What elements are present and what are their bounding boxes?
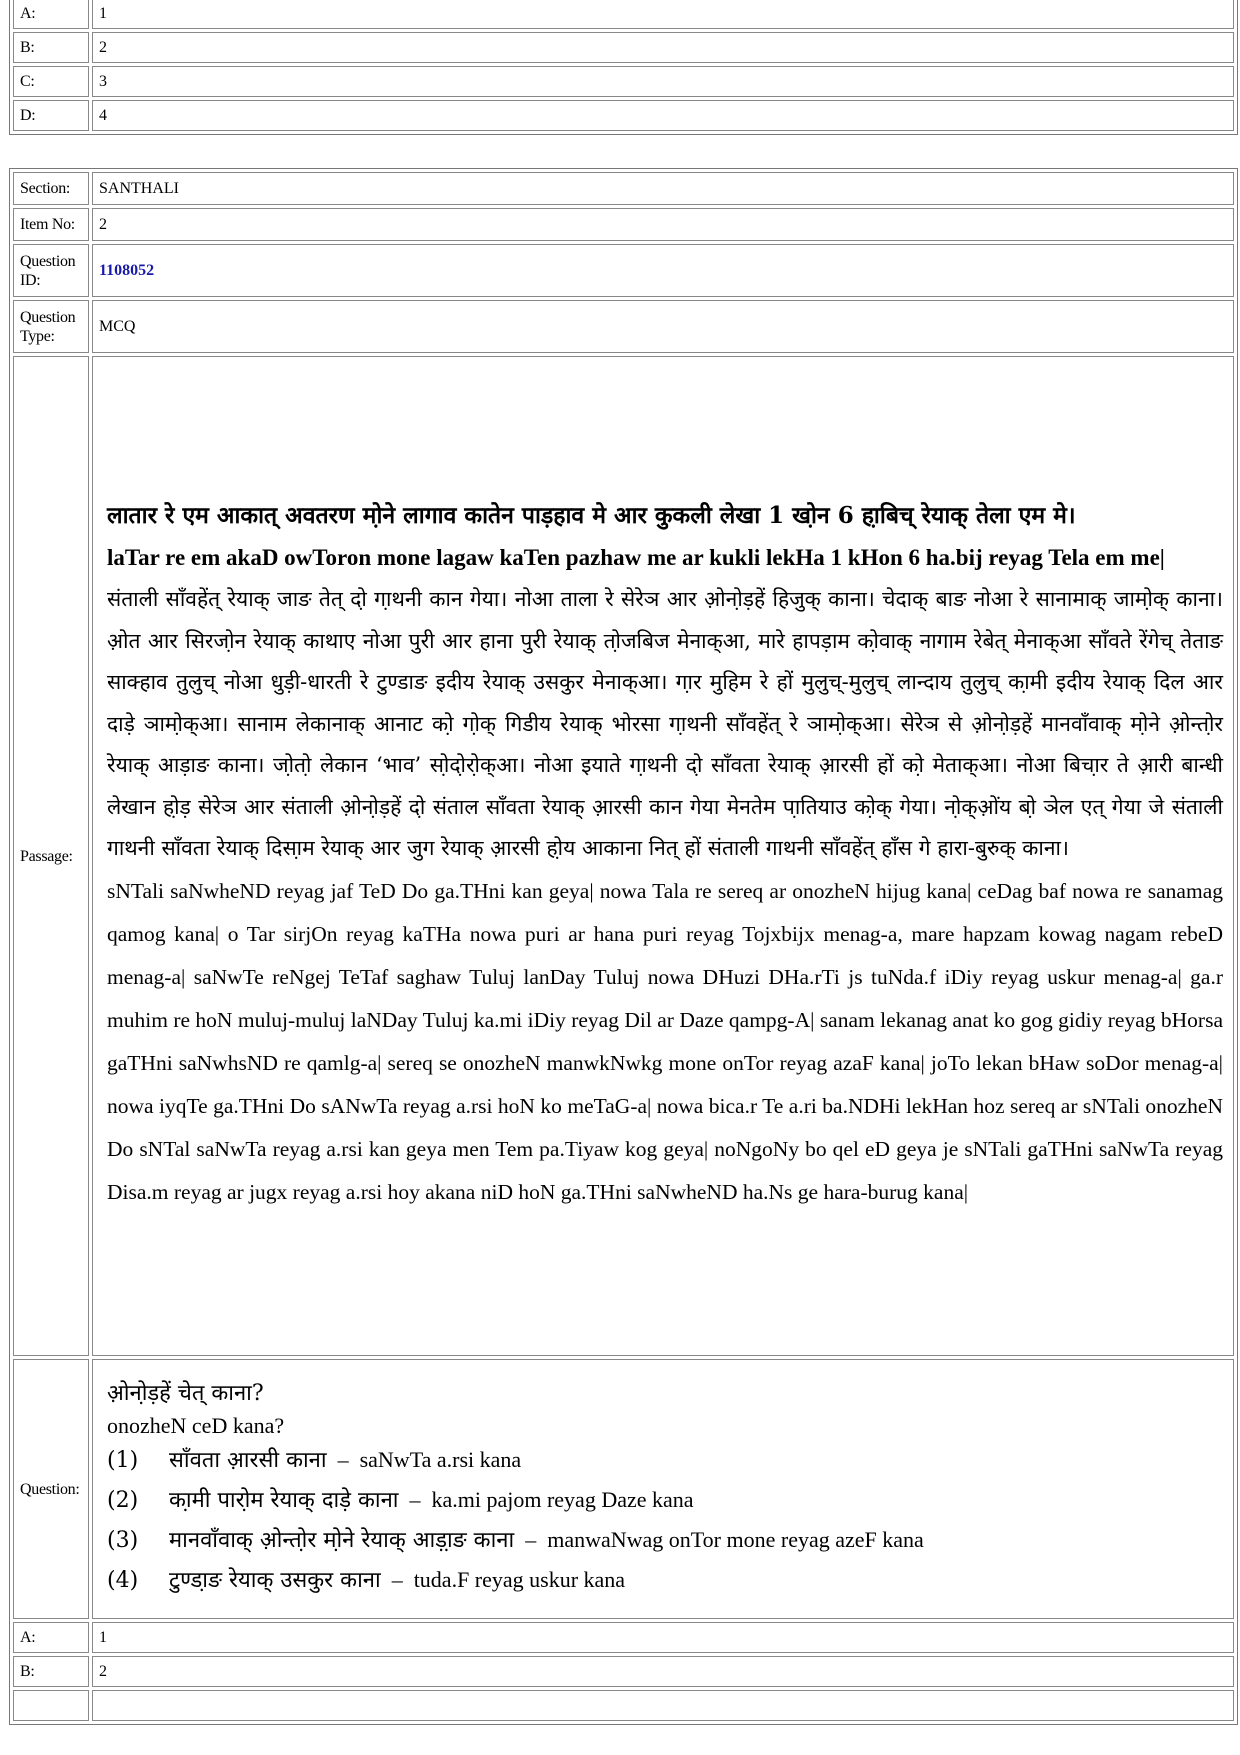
question-text-devanagari: ओ़नो़ड़हें चेत् काना? (107, 1381, 264, 1406)
passage-row (13, 356, 1234, 1356)
option-text-latin: ka.mi pajom reyag Daze kana (431, 1487, 694, 1512)
passage-text-latin: sNTali saNwheND reyag jaf TeD Do ga.THni kan geya| nowa Tala re sereq ar onozheN hijug kana| ceDag baf nowa re sanamag qamog kana| o Tar sirjOn reyag kaTHa nowa puri ar hana puri reyag Tojxbijx menag-a, mare hapzam kowag nagam rebeD menag-a| saNwTe reNgej TeTaf saghaw Tuluj lanDay Tuluj nowa DHuzi DHa.rTi js tuNda.f iDiy reyag uskur menag-a| ga.r muhim re hoN muluj-muluj laNDay Tuluj ka.mi iDiy reyag Dil ar Daze qampg-A| sanam lekanag anat ko gog gidiy reyag bHorsa gaTHni saNwhsND re qamlg-a| sereq se onozheN manwkNwkg mone onTor reyag azaF kana| joTo lekan bHaw soDor menag-a| nowa iyqTe ga.THni Do sANwTa reyag a.rsi hoN ko meTaG-a| nowa bica.r Te a.ri ba.NDHi lekHan hoz sereq ar sNTali onozheN Do sNTal saNwTa reyag a.rsi kan geya men Tem pa.Tiyaw kog geya| noNgoNy bo qel eD geya je sNTali gaTHni saNwTa reyag Disa.m reyag ar jugx reyag a.rsi hoy akana niD hoN ga.THni saNwheND ha.Ns ge hara-burug kana| (107, 878, 1223, 1204)
question-row (13, 1359, 1234, 1619)
question-option (107, 1560, 1223, 1600)
option-text-devanagari: टुण्डा़ङ रेयाक् उसकुर काना (169, 1568, 381, 1593)
option-dash: – (391, 1567, 403, 1592)
section-row (13, 172, 1234, 205)
answer-row (13, 1690, 1234, 1721)
option-row (13, 0, 1234, 29)
option-number: (1) (107, 1448, 139, 1473)
option-label: A: (13, 0, 89, 29)
question-cell (92, 1359, 1234, 1619)
question-type-label: Question Type: (13, 300, 89, 353)
option-value: 3 (92, 66, 1234, 97)
question-type-row (13, 300, 1234, 353)
passage-instruction-latin: laTar re em akaD owToron mone lagaw kaTen pazhaw me ar kukli lekHa 1 kHon 6 ha.bij reyag Tela em me| (107, 545, 1165, 571)
option-number: (2) (107, 1488, 139, 1513)
option-row (13, 32, 1234, 63)
option-label: C: (13, 66, 89, 97)
item-no-row (13, 208, 1234, 241)
previous-options-table (9, 0, 1238, 135)
question-option (107, 1440, 1223, 1480)
item-no-label: Item No: (13, 208, 89, 241)
passage-cell (92, 356, 1234, 1356)
answer-value (92, 1690, 1234, 1721)
option-row (13, 66, 1234, 97)
passage-instruction-devanagari: लातार रे एम आकात् अवतरण मो़ने लागाव कातेन पाड़हाव मे आर कुकली लेखा 1 खो़न 6 हा़बिच् रेयाक् तेला एम मे। (107, 502, 1076, 530)
option-text-latin: manwaNwag onTor mone reyag azeF kana (547, 1527, 924, 1552)
answer-value: 1 (92, 1622, 1234, 1653)
answer-value: 2 (92, 1656, 1234, 1687)
option-dash: – (525, 1527, 537, 1552)
question-id-value: 1108052 (92, 244, 1234, 297)
question-option (107, 1480, 1223, 1520)
question-type-value: MCQ (92, 300, 1234, 353)
option-text-latin: saNwTa a.rsi kana (359, 1447, 522, 1472)
option-dash: – (337, 1447, 349, 1472)
question-label: Question: (13, 1359, 89, 1619)
option-text-devanagari: का़मी पारो़म रेयाक् दाड़े काना (169, 1488, 399, 1513)
section-value: SANTHALI (92, 172, 1234, 205)
option-label: D: (13, 100, 89, 131)
option-value: 1 (92, 0, 1234, 29)
passage-text-devanagari: संताली साँवहेंत् रेयाक् जाङ तेत् दो़ गा़थनी कान गेया। नोआ ताला रे सेरेञ आर ओ़नो़ड़हें हिजुक् काना। चेदाक् बाङ नोआ रे सानामाक् जामो़क् काना। ओ़त आर सिरजो़न रेयाक् काथाए नोआ पुरी आर हाना पुरी रेयाक् तो़जबिज मेनाक्आ, मारे हापड़ाम को़वाक् नागाम रेबेत् मेनाक्आ साँवते रेंगेच् तेताङ साक्हाव तुलुच् नोआ धुड़ी-धारती रे टुण्डाङ इदीय रेयाक् उसकुर मेनाक्आ। गा़र मुहिम रे हों मुलुच्-मुलुच् लान्दाय तुलुच् का़मी इदीय रेयाक् दिल आर दाड़े ञामो़क्आ। सानाम लेकानाक् आनाट को़ गो़क् गिडीय रेयाक् भोरसा गा़थनी साँवहेंत् रे ञामो़क्आ। सेरेञ से ओ़नो़ड़हें मानवाँवाक् मो़ने ओ़न्तो़र रेयाक् आड़ाङ काना। जो़तो़ लेकान ‘भाव’ सो़दो़रो़क्आ। नोआ इयाते गा़थनी दो़ साँवता रेयाक् आ़रसी हों को़ मेताक्आ। नोआ बिचा़र ते आ़री बान्धी लेखान हो़ड़ सेरेञ आर संताली ओ़नो़ड़हें दो़ संताल साँवता रेयाक् आ़रसी कान गेया मेनतेम पा़तियाउ को़क् गेया। नो़क्ओ़ंय बो़ ञेल एत् गेया जे संताली गाथनी साँवता रेयाक् दिसा़म रेयाक् आर जुग रेयाक् आ़रसी हो़य आकाना नित् हों संताली गाथनी साँवहेंत् हाँस गे हारा-बुरुक् काना। (107, 587, 1223, 861)
item-no-value: 2 (92, 208, 1234, 241)
passage-label: Passage: (13, 356, 89, 1356)
option-value: 4 (92, 100, 1234, 131)
option-number: (4) (107, 1568, 139, 1593)
option-label: B: (13, 32, 89, 63)
option-number: (3) (107, 1528, 139, 1553)
question-option (107, 1520, 1223, 1560)
question-table (9, 168, 1238, 1725)
answer-label: A: (13, 1622, 89, 1653)
option-text-devanagari: मानवाँवाक् ओ़न्तो़र मो़ने रेयाक् आड़ा़ङ काना (169, 1528, 515, 1553)
section-label: Section: (13, 172, 89, 205)
option-text-devanagari: साँवता आ़रसी काना (169, 1448, 327, 1473)
question-id-label: Question ID: (13, 244, 89, 297)
question-id-row (13, 244, 1234, 297)
option-value: 2 (92, 32, 1234, 63)
answer-label (13, 1690, 89, 1721)
option-row (13, 100, 1234, 131)
answer-label: B: (13, 1656, 89, 1687)
question-text-latin: onozheN ceD kana? (107, 1413, 285, 1438)
option-text-latin: tuda.F reyag uskur kana (413, 1567, 626, 1592)
answer-row (13, 1622, 1234, 1653)
answer-row (13, 1656, 1234, 1687)
option-dash: – (409, 1487, 421, 1512)
